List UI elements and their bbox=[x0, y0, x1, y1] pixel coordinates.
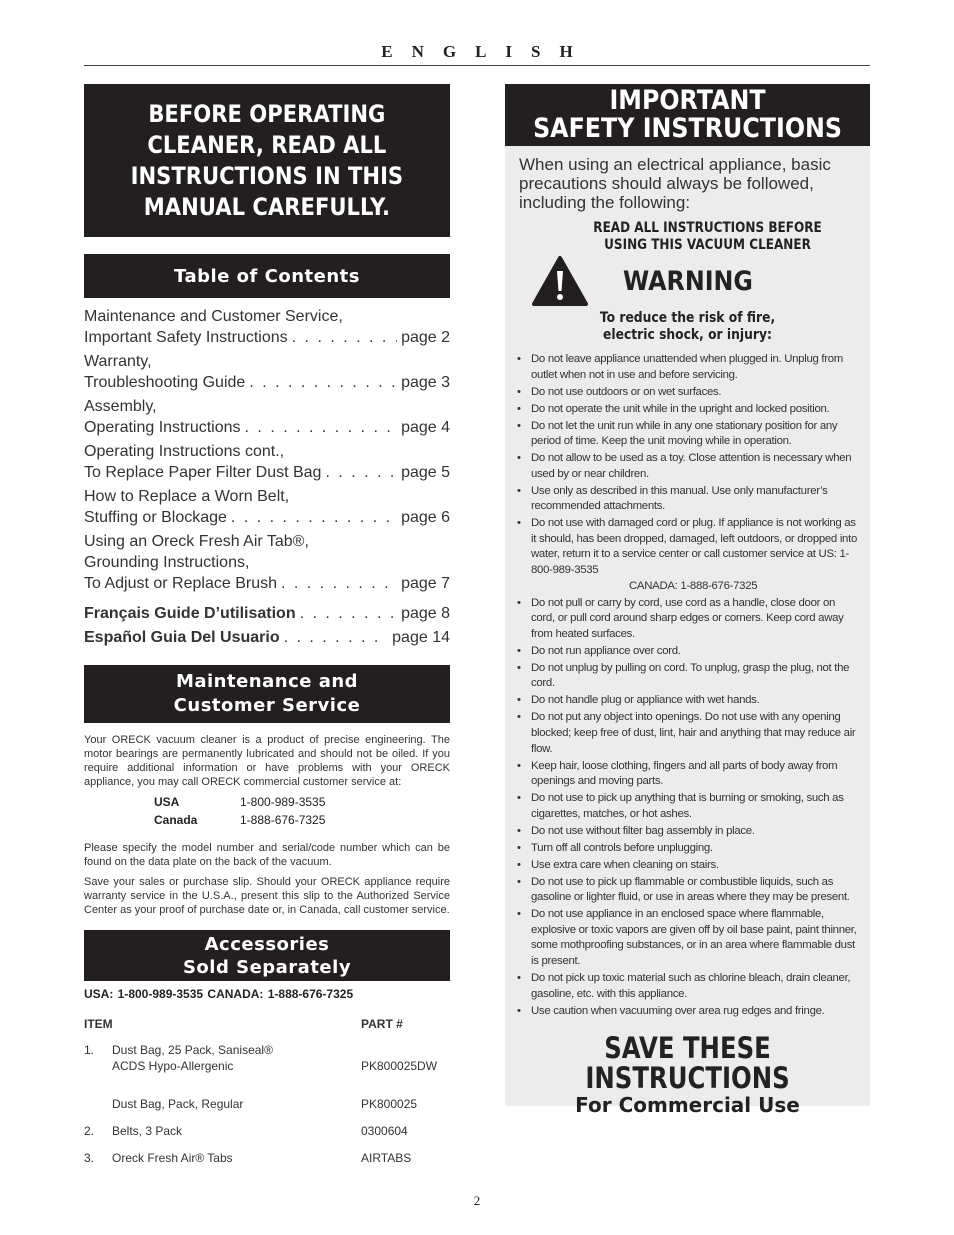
list-item: • Use caution when vacuuming over area rug edges and fringe. bbox=[517, 1004, 858, 1020]
maintenance-text: Your ORECK vacuum cleaner is a product of precise engineering. The motor bearings are permanently lubricated and should not be oiled. If you require additional information or have problems with your ORECK appliance, you may call ORECK commercial customer service at: bbox=[84, 734, 450, 788]
list-item: • Do not unplug by pulling on cord. To unplug, grasp the plug, not the cord. bbox=[517, 661, 858, 692]
maintenance-phones: USA 1-800-989-3535 Canada 1-888-676-7325 bbox=[154, 795, 326, 827]
usa-phone: 1-800-989-3535 bbox=[240, 795, 326, 809]
list-item: • Do not operate the unit while in the upright and locked position. bbox=[517, 402, 858, 418]
warning-row bbox=[531, 255, 870, 307]
commercial-use-label: For Commercial Use bbox=[575, 1093, 800, 1118]
header-rule bbox=[84, 65, 870, 66]
table-row: Dust Bag, Pack, Regular PK800025 bbox=[112, 1097, 418, 1111]
accessories-phones: USA: 1-800-989-3535 CANADA: 1-888-676-7325 bbox=[84, 987, 354, 1001]
safety-heading-box bbox=[505, 84, 870, 146]
table-row: 2. Belts, 3 Pack 0300604 bbox=[84, 1124, 408, 1138]
model-number-text: Please specify the model number and serial/code number which can be found on the data plate on the back of the vacuum. bbox=[84, 842, 450, 868]
toc-entry-espanol[interactable]: Español Guia Del Usuario . . . page 14 bbox=[84, 627, 450, 648]
list-item: • Do not use without filter bag assembly in place. bbox=[517, 824, 858, 840]
risk-notice: To reduce the risk of fire, electric shock, or injury: bbox=[599, 310, 776, 343]
left-column bbox=[84, 84, 450, 1165]
table-row: ACDS Hypo-Allergenic PK800025DW bbox=[112, 1059, 438, 1073]
list-item: • Do not run appliance over cord. bbox=[517, 644, 858, 660]
page-number: 2 bbox=[473, 1193, 481, 1208]
list-item: • Do not use to pick up anything that is burning or smoking, such as cigarettes, matches, or hot ashes. bbox=[517, 791, 858, 822]
canada-phone: 1-888-676-7325 bbox=[240, 813, 326, 827]
canada-phone-line: CANADA: 1-888-676-7325 bbox=[629, 579, 758, 592]
accessories-heading: Accessories Sold Separately bbox=[84, 930, 450, 981]
maintenance-heading: Maintenance and Customer Service bbox=[84, 665, 450, 723]
toc-heading: Table of Contents bbox=[84, 254, 450, 298]
table-header: ITEM PART # bbox=[84, 1017, 403, 1031]
toc-entry[interactable]: Using an Oreck Fresh Air Tab®, Grounding Instructions, To Adjust or Replace Brush . . . page 7 bbox=[84, 531, 450, 594]
list-item: • Do not allow to be used as a toy. Close attention is necessary when used by or near children. bbox=[517, 451, 858, 482]
list-item: • Do not leave appliance unattended when plugged in. Unplug from outlet when not in use and before servicing. bbox=[517, 352, 858, 383]
list-item: • Do not pull or carry by cord, use cord as a handle, close door on cord, or pull cord around sharp edges or corners. Keep cord away from heated surfaces. bbox=[517, 596, 858, 643]
toc-entry[interactable]: Operating Instructions cont., To Replace Paper Filter Dust Bag . . . page 5 bbox=[84, 441, 450, 483]
table-row: 3. Oreck Fresh Air® Tabs AIRTABS bbox=[84, 1151, 412, 1165]
warning-title: WARNING bbox=[623, 265, 753, 297]
before-operating-heading: BEFORE OPERATING CLEANER, READ ALL INSTRUCTIONS IN THIS MANUAL CAREFULLY. bbox=[130, 99, 404, 221]
safety-intro: When using an electrical appliance, basic precautions should always be followed, including the following: bbox=[519, 155, 831, 212]
before-operating-box bbox=[84, 84, 450, 237]
list-item: • Do not put any object into openings. Do not use with any opening blocked; keep free of dust, lint, hair and anything that may reduce air flow. bbox=[517, 710, 858, 757]
toc-entry[interactable]: Warranty, Troubleshooting Guide . . . page 3 bbox=[84, 351, 450, 393]
list-item: • Do not handle plug or appliance with wet hands. bbox=[517, 693, 858, 709]
list-item: • Do not use with damaged cord or plug. If appliance is not working as it should, has been dropped, damaged, left outdoors, or dropped into water, return it to a service center or call customer service at US: 1-800-989-3535 CANADA: 1-888-676-7325 bbox=[517, 516, 858, 594]
warning-triangle-icon bbox=[531, 255, 589, 307]
list-item: • Do not use outdoors or on wet surfaces. bbox=[517, 385, 858, 401]
toc-entry-francais[interactable]: Français Guide D’utilisation . . . page 8 bbox=[84, 603, 450, 624]
toc-entry[interactable]: How to Replace a Worn Belt, Stuffing or Blockage . . . page 6 bbox=[84, 486, 450, 528]
table-of-contents bbox=[84, 306, 450, 648]
list-item: • Do not use to pick up flammable or combustible liquids, such as gasoline or lighter fluid, or use in areas where they may be present. bbox=[517, 875, 858, 906]
list-item: • Use extra care when cleaning on stairs. bbox=[517, 858, 858, 874]
save-instructions-heading: SAVE THESE INSTRUCTIONS bbox=[585, 1031, 790, 1096]
safety-bullet-list bbox=[517, 352, 858, 1019]
list-item: • Use only as described in this manual. Use only manufacturer’s recommended attachments. bbox=[517, 484, 858, 515]
accessories-table bbox=[84, 1017, 450, 1165]
read-all-notice: READ ALL INSTRUCTIONS BEFORE USING THIS VACUUM CLEANER bbox=[593, 220, 822, 253]
list-item: • Do not pick up toxic material such as chlorine bleach, drain cleaner, gasoline, etc. with this appliance. bbox=[517, 971, 858, 1002]
toc-entry[interactable]: Maintenance and Customer Service, Important Safety Instructions . . . page 2 bbox=[84, 306, 450, 348]
table-row: 1. Dust Bag, 25 Pack, Saniseal® bbox=[84, 1043, 273, 1057]
safety-heading: IMPORTANT SAFETY INSTRUCTIONS bbox=[533, 85, 842, 144]
language-label: ENGLISH bbox=[381, 42, 592, 61]
safety-panel bbox=[505, 84, 870, 1118]
list-item: • Keep hair, loose clothing, fingers and all parts of body away from openings and moving parts. bbox=[517, 759, 858, 790]
toc-entry[interactable]: Assembly, Operating Instructions . . . page 4 bbox=[84, 396, 450, 438]
list-item: • Turn off all controls before unplugging. bbox=[517, 841, 858, 857]
list-item: • Do not let the unit run while in any one stationary position for any period of time. Keep the unit moving while in operation. bbox=[517, 419, 858, 450]
sales-slip-text: Save your sales or purchase slip. Should your ORECK appliance require warranty service in the U.S.A., present this slip to the Authorized Service Center as your proof of purchase date or, in Canada, call customer service. bbox=[84, 876, 450, 916]
list-item: • Do not use appliance in an enclosed space where flammable, explosive or toxic vapors are given off by oil base paint, paint thinner, some mothproofing substances, or in an area where flammable dust is present. bbox=[517, 907, 858, 969]
